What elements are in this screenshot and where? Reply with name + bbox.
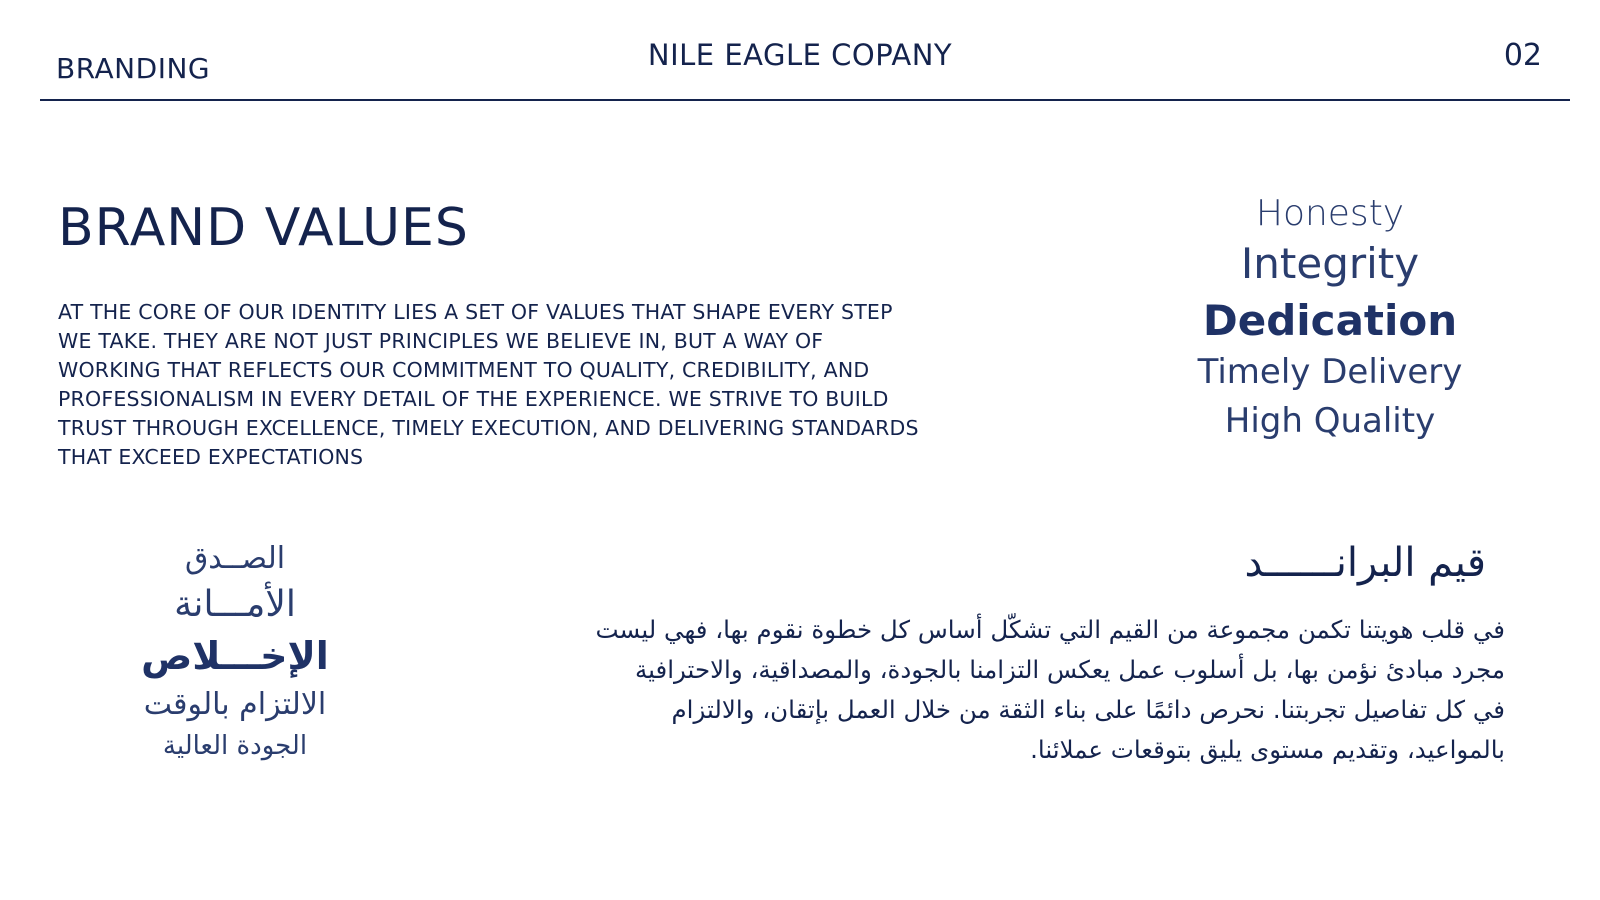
value-dedication: Dedication [1202,295,1458,345]
arabic-value-integrity: الأمـــانة [174,583,296,625]
value-integrity: Integrity [1240,239,1420,289]
brand-values-title: BRAND VALUES [58,198,469,258]
brand-values-description: AT THE CORE OF OUR IDENTITY LIES A SET OF VALUES THAT SHAPE EVERY STEP WE TAKE. THEY ARE NOT JUST PRINCIPLES WE BELIEVE IN, BUT A WAY OF WORKING THAT REFLECTS OUR COMMITMENT TO QUALITY, CREDIBILITY, AND PROFESSIONALISM IN EVERY DETAIL OF THE EXPERIENCE. WE STRIVE TO BUILD TRUST THROUGH EXCELLENCE, TIMELY EXECUTION, AND DELIVERING STANDARDS THAT EXCEED EXPECTATIONS [58,300,919,469]
value-honesty: Honesty [1255,193,1405,234]
arabic-value-honesty: الصــدق [184,541,286,576]
arabic-values-list [80,540,390,762]
arabic-brand-values-description: في قلب هويتنا تكمن مجموعة من القيم التي تشكّل أساس كل خطوة نقوم بها، فهي ليست مجرد مبادئ نؤمن بها، بل أسلوب عمل يعكس التزامنا بالجودة، والمصداقية، والاحترافية في كل تفاصيل تجربتنا. نحرص دائمًا على بناء الثقة من خلال العمل بإتقان، والالتزام بالمواعيد، وتقديم مستوى يليق بتوقعات عملائنا. [595,615,1505,764]
arabic-value-dedication: الإخـــلاص [141,633,329,678]
value-timely-delivery: Timely Delivery [1197,351,1463,392]
header-divider [40,99,1570,101]
english-values-list [1130,192,1530,442]
company-name: NILE EAGLE COPANY [647,38,953,72]
arabic-brand-values-title: قيم البرانــــــد [1244,540,1486,586]
value-high-quality: High Quality [1224,400,1436,441]
arabic-value-timely-delivery: الالتزام بالوقت [143,687,327,722]
section-label: BRANDING [56,52,211,85]
page-number: 02 [1503,38,1542,73]
arabic-value-high-quality: الجودة العالية [162,730,308,761]
